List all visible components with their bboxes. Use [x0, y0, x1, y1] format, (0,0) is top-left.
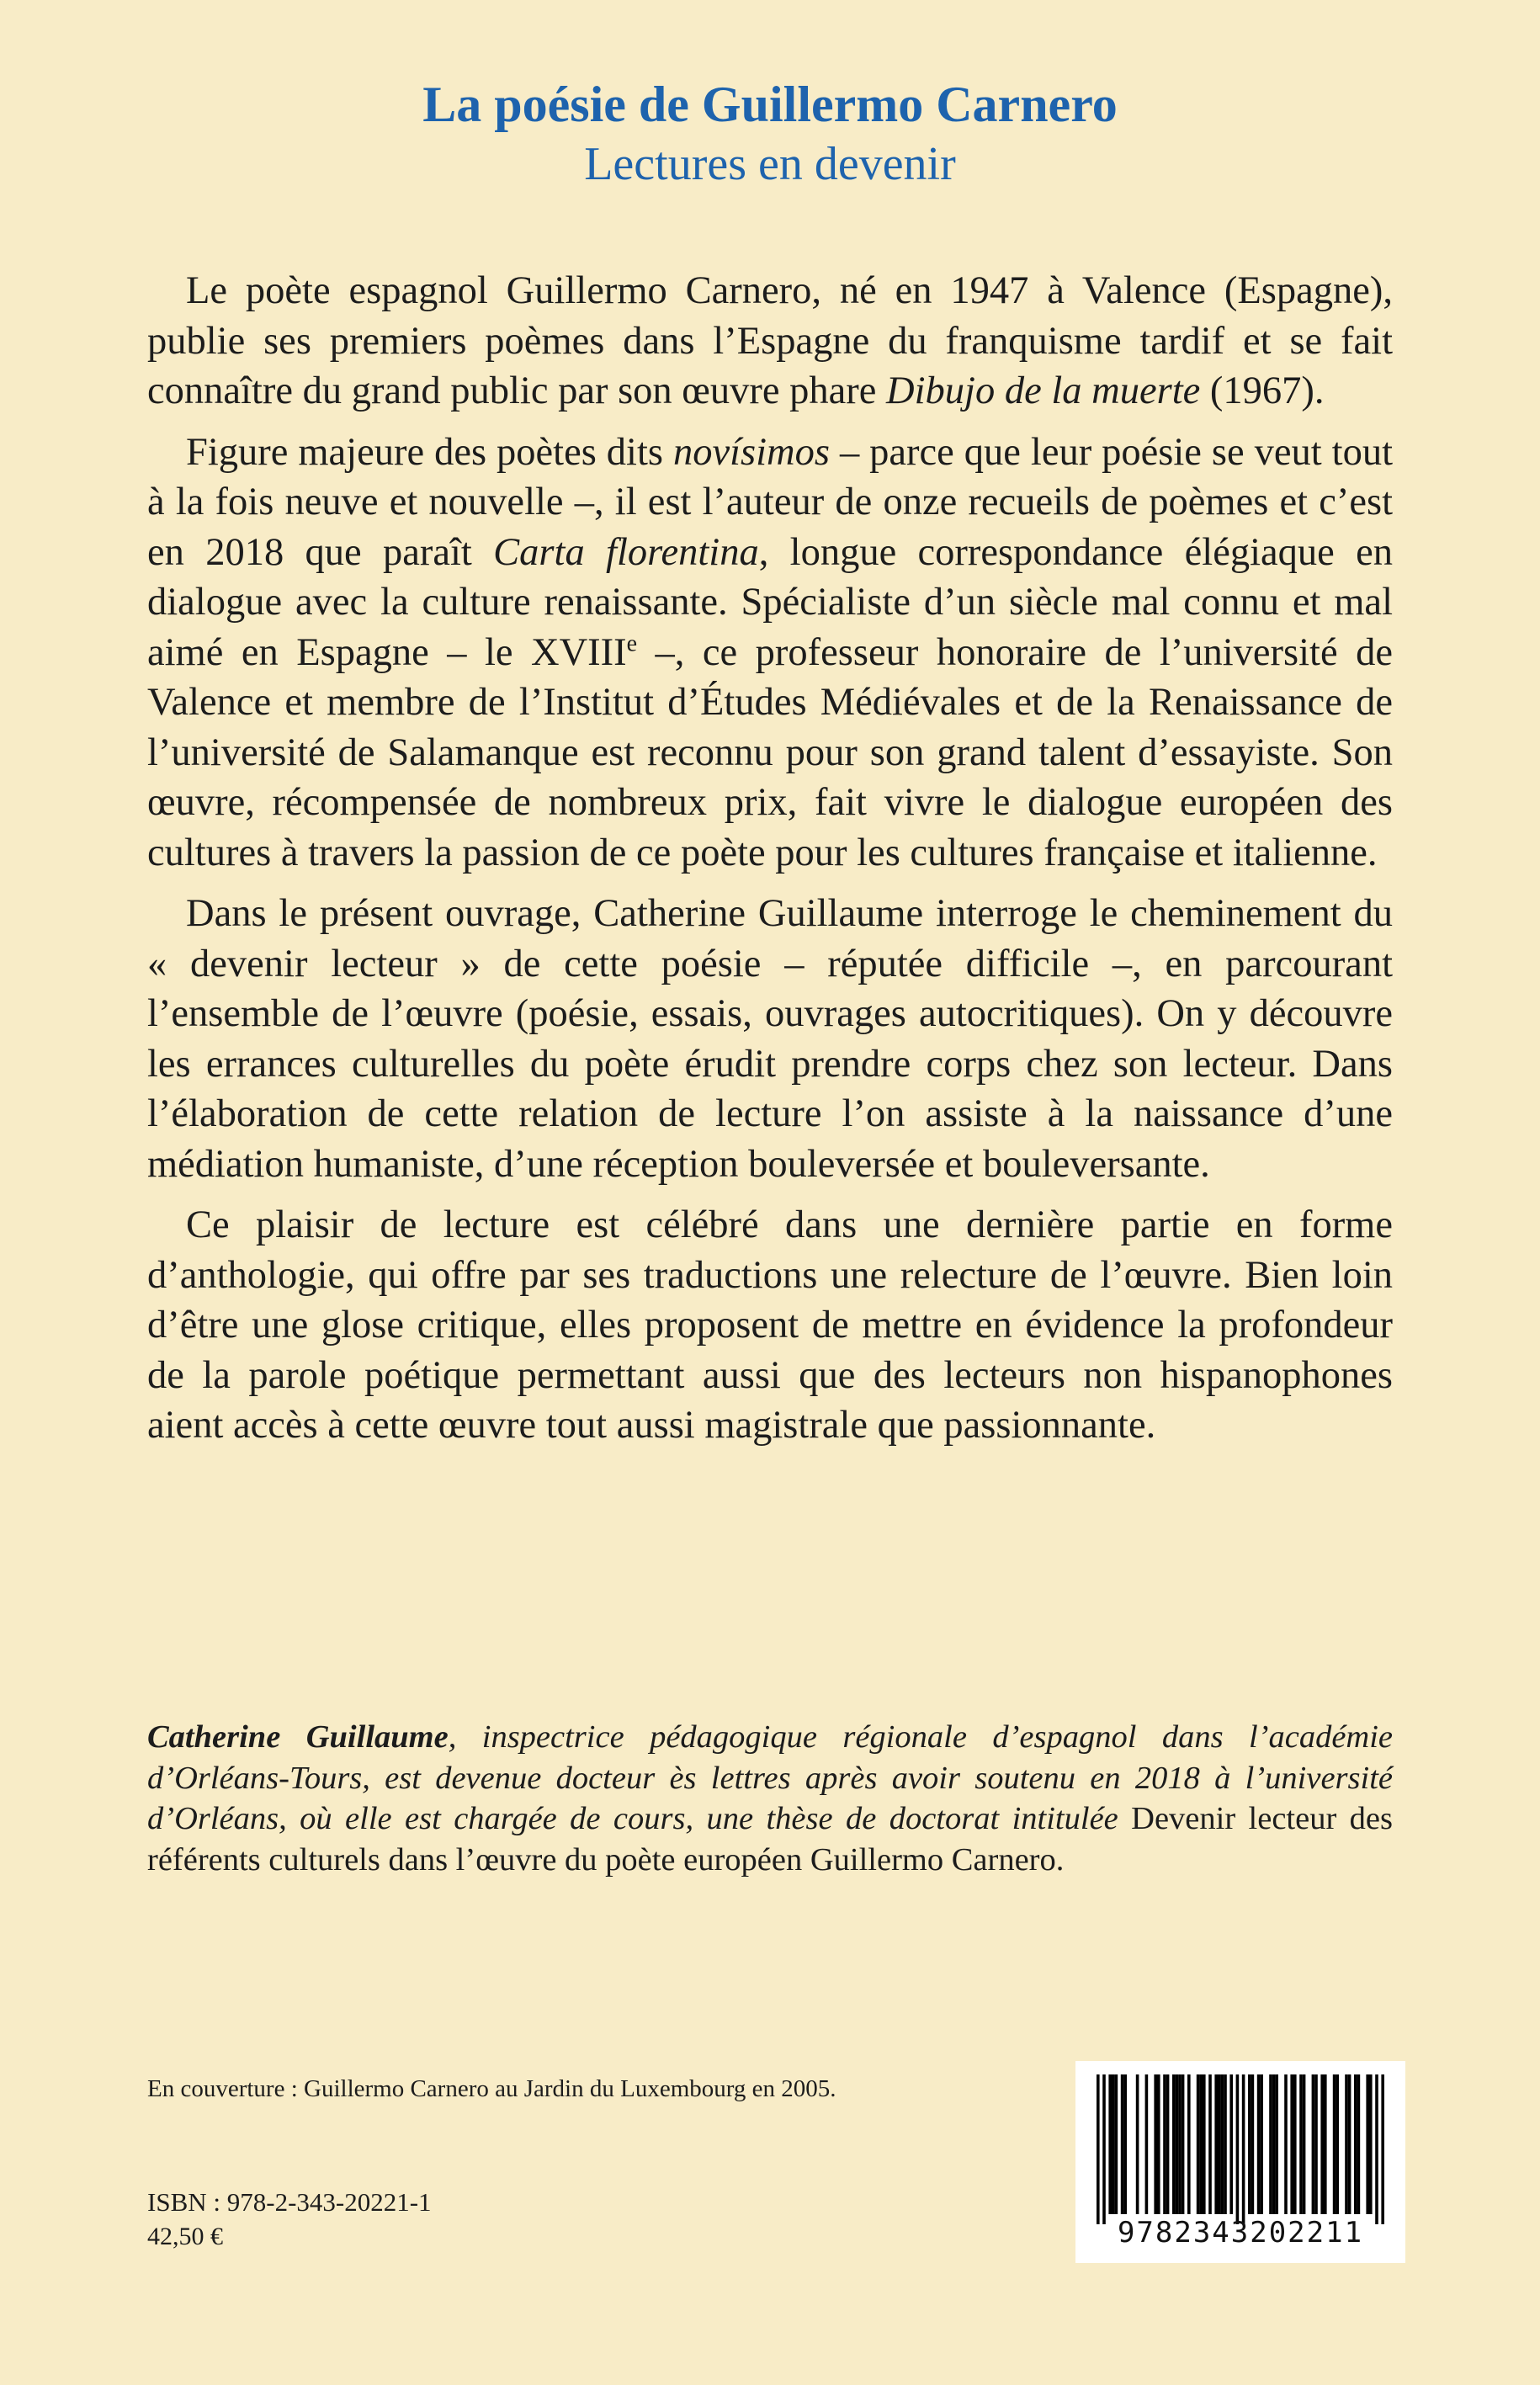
- book-title: La poésie de Guillermo Carnero: [422, 77, 1118, 132]
- barcode-bar: [1354, 2074, 1357, 2214]
- barcode-bar: [1199, 2074, 1203, 2214]
- barcode-bar: [1187, 2074, 1191, 2214]
- barcode-bar: [1293, 2074, 1297, 2214]
- barcode-bar: [1123, 2074, 1127, 2214]
- barcode-bar: [1348, 2074, 1351, 2214]
- thesis-title: Devenir lecteur des référents culturels dans l’œuvre du poète européen Guillermo Carnero.: [147, 1801, 1394, 1878]
- barcode-bar: [1236, 2074, 1240, 2224]
- price: 42,50 €: [147, 2223, 223, 2250]
- isbn: ISBN : 978-2-343-20221-1: [147, 2187, 432, 2217]
- barcode-bar: [1314, 2074, 1318, 2214]
- barcode: [1075, 2061, 1405, 2263]
- barcode-bar: [1272, 2074, 1276, 2214]
- barcode-bar: [1333, 2074, 1336, 2214]
- barcode-bar: [1097, 2074, 1100, 2224]
- barcode-bar: [1154, 2074, 1157, 2214]
- barcode-bar: [1203, 2074, 1206, 2214]
- barcode-bar: [1284, 2074, 1288, 2214]
- summary-paragraph-4: Ce plaisir de lecture est célébré dans une dernière partie en forme d’anthologie, qui offre par ses traductions une relecture de l’œuvre. Bien loin d’être une glose critique, elles proposent de mettre en évidence la profondeur de la parole poétique permettant aussi que des lecteurs non hispanophones aient accès à cette œuvre tout aussi magistrale que passionnante.: [147, 1203, 1393, 1447]
- barcode-bar: [1221, 2074, 1224, 2214]
- barcode-bar: [1299, 2074, 1303, 2214]
- header: [0, 74, 1540, 194]
- barcode-bar: [1312, 2074, 1315, 2214]
- barcode-bar: [1375, 2074, 1378, 2224]
- barcode-bar: [1324, 2074, 1327, 2214]
- barcode-bar: [1224, 2074, 1227, 2214]
- barcode-bar: [1260, 2074, 1263, 2214]
- barcode-bar: [1345, 2074, 1348, 2214]
- barcode-bar: [1182, 2074, 1185, 2214]
- barcode-bar: [1381, 2074, 1384, 2224]
- book-subtitle: Lectures en devenir: [584, 138, 956, 190]
- cover-credit: En couverture : Guillermo Carnero au Jardin du Luxembourg en 2005.: [147, 2075, 836, 2102]
- summary-paragraph-1: Le poète espagnol Guillermo Carnero, né en 1947 à Valence (Espagne), publie ses premiers poèmes dans l’Espagne du franquisme tardif et se fait connaître du grand public par son œuvre phare Dibujo de la muerte (1967).: [147, 269, 1393, 412]
- summary-text: [147, 266, 1393, 1462]
- barcode-bar: [1102, 2074, 1106, 2224]
- barcode-bar: [1115, 2074, 1118, 2214]
- summary-paragraph-3: Dans le présent ouvrage, Catherine Guillaume interroge le cheminement du « devenir lecteur » de cette poésie – réputée difficile –, en parcourant l’ensemble de l’œuvre (poésie, essais, ouvrages autocritiques). On y découvre les errances culturelles du poète érudit prendre corps chez son lecteur. Dans l’élaboration de cette relation de lecture l’on assiste à la naissance d’une médiation humaniste, d’une réception bouleversée et bouleversante.: [147, 892, 1393, 1186]
- barcode-bar: [1176, 2074, 1179, 2214]
- barcode-bar: [1136, 2074, 1139, 2214]
- barcode-bar: [1275, 2074, 1278, 2214]
- barcode-bar: [1172, 2074, 1176, 2214]
- summary-paragraph-2: Figure majeure des poètes dits novísimos – parce que leur poésie se veut tout à la fois neuve et nouvelle –, il est l’auteur de onze recueils de poèmes et c’est en 2018 que paraît Carta florentina, longue correspondance élégiaque en dialogue avec la culture renaissante. Spécialiste d’un siècle mal connu et mal aimé en Espagne – le XVIIIe –, ce professeur honoraire de l’université de Valence et membre de l’Institut d’Études Médiévales et de la Renaissance de l’université de Salamanque est reconnu pour son grand talent d’essayiste. Son œuvre, récompensée de nombreux prix, fait vivre le dialogue européen des cultures à travers la passion de ce poète pour les cultures française et italienne.: [147, 430, 1393, 874]
- barcode-bar: [1121, 2074, 1124, 2214]
- barcode-bar: [1303, 2074, 1306, 2214]
- barcode-bar: [1197, 2074, 1200, 2214]
- barcode-bar: [1108, 2074, 1112, 2214]
- barcode-bar: [1229, 2074, 1233, 2214]
- barcode-bar: [1178, 2074, 1182, 2214]
- barcode-bar: [1269, 2074, 1272, 2214]
- barcode-bar: [1366, 2074, 1369, 2214]
- barcode-bar: [1214, 2074, 1218, 2214]
- barcode-bar: [1336, 2074, 1339, 2214]
- barcode-bar: [1166, 2074, 1170, 2214]
- barcode-bar: [1112, 2074, 1115, 2214]
- barcode-bar: [1357, 2074, 1361, 2214]
- barcode-bar: [1251, 2074, 1255, 2214]
- barcode-bar: [1320, 2074, 1324, 2214]
- barcode-bar: [1208, 2074, 1212, 2214]
- barcode-bar: [1257, 2074, 1261, 2214]
- barcode-digits: 9782343202211: [1117, 2216, 1364, 2250]
- barcode-bar: [1157, 2074, 1160, 2214]
- barcode-bar: [1369, 2074, 1373, 2214]
- barcode-bar: [1218, 2074, 1221, 2214]
- barcode-bar: [1248, 2074, 1251, 2214]
- barcode-bar: [1242, 2074, 1245, 2224]
- barcode-bar: [1145, 2074, 1149, 2214]
- author-bio: Catherine Guillaume, inspectrice pédagogique régionale d’espagnol dans l’académie d’Orléans-Tours, est devenue docteur ès lettres après avoir soutenu en 2018 à l’université d’Orléans, où elle est chargée de cours, une thèse de doctorat intitulée Devenir lecteur des référents culturels dans l’œuvre du poète européen Guillermo Carnero.: [147, 1719, 1394, 1878]
- barcode-bar: [1290, 2074, 1293, 2214]
- author-name: Catherine Guillaume: [147, 1719, 449, 1755]
- barcode-bar: [1163, 2074, 1166, 2214]
